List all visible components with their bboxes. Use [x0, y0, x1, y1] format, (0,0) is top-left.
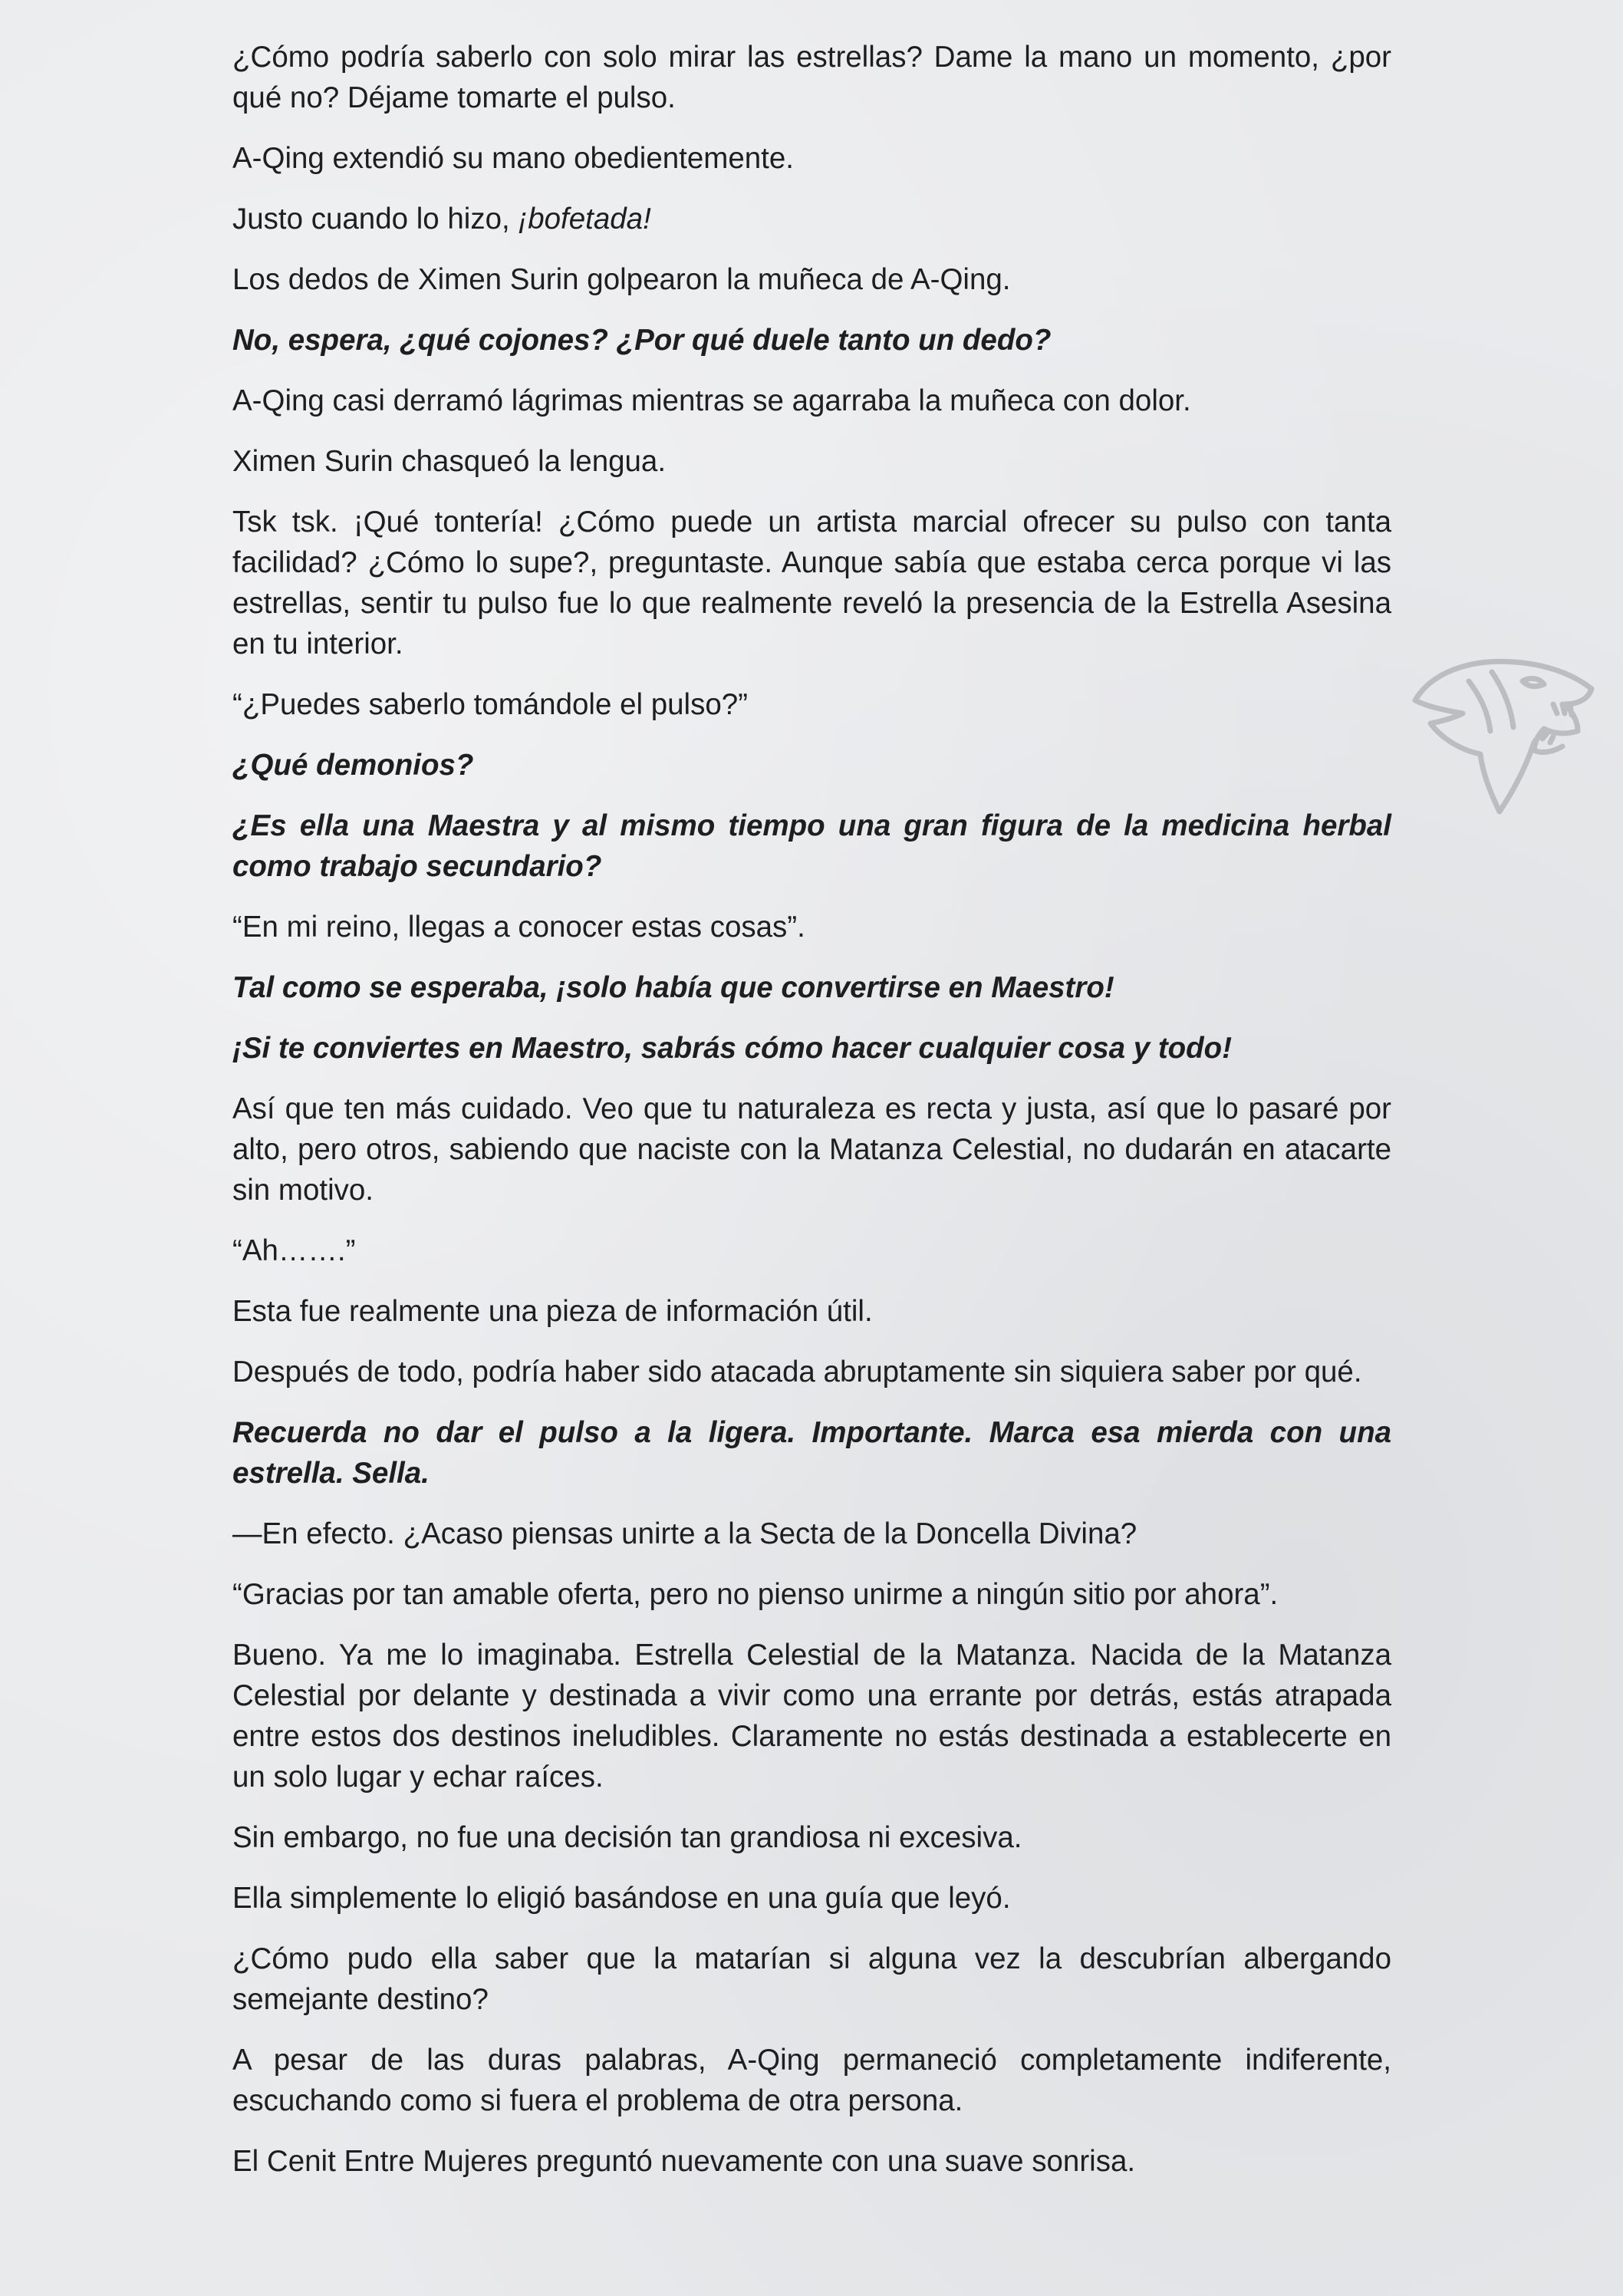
paragraph-3 [232, 199, 1391, 239]
dinosaur-head-logo-icon [1400, 628, 1599, 827]
paragraph-20: —En efecto. ¿Acaso piensas unirte a la Secta de la Doncella Divina? [232, 1517, 1137, 1550]
paragraph-2: A-Qing extendió su mano obedientemente. [232, 142, 794, 175]
paragraph-13-thought: Tal como se esperaba, ¡solo había que convertirse en Maestro! [232, 971, 1114, 1004]
paragraph-5-thought: No, espera, ¿qué cojones? ¿Por qué duele tanto un dedo? [232, 324, 1052, 357]
paragraph-12: “En mi reino, llegas a conocer estas cosas”. [232, 911, 805, 944]
paragraph-19-thought: Recuerda no dar el pulso a la ligera. Importante. Marca esa mierda con una estrella. Sella. [232, 1416, 1391, 1490]
paragraph-21: “Gracias por tan amable oferta, pero no pienso unirme a ningún sitio por ahora”. [232, 1578, 1279, 1611]
paragraph-16: “Ah…….” [232, 1234, 356, 1267]
paragraph-25: ¿Cómo pudo ella saber que la matarían si alguna vez la descubrían albergando semejante destino? [232, 1942, 1391, 2016]
paragraph-4: Los dedos de Ximen Surin golpearon la muñeca de A-Qing. [232, 263, 1011, 296]
paragraph-9: “¿Puedes saberlo tomándole el pulso?” [232, 688, 749, 721]
paragraph-6: A-Qing casi derramó lágrimas mientras se agarraba la muñeca con dolor. [232, 384, 1191, 417]
paragraph-8: Tsk tsk. ¡Qué tontería! ¿Cómo puede un artista marcial ofrecer su pulso con tanta facilidad? ¿Cómo lo supe?, preguntaste. Aunque sabía que estaba cerca porque vi las estrellas, sentir tu pulso fue lo que realmente reveló la presencia de la Estrella Asesina en tu interior. [232, 506, 1391, 660]
paragraph-3-text: Justo cuando lo hizo, [232, 203, 519, 236]
paragraph-3-emphasis: ¡bofetada! [518, 203, 651, 236]
paragraph-11-thought: ¿Es ella una Maestra y al mismo tiempo una gran figura de la medicina herbal como trabajo secundario? [232, 809, 1391, 883]
paragraph-22: Bueno. Ya me lo imaginaba. Estrella Celestial de la Matanza. Nacida de la Matanza Celestial por delante y destinada a vivir como una errante por detrás, estás atrapada entre estos dos destinos ineludibles. Claramente no estás destinada a establecerte en un solo lugar y echar raíces. [232, 1639, 1391, 1794]
paragraph-18: Después de todo, podría haber sido atacada abruptamente sin siquiera saber por qué. [232, 1356, 1362, 1388]
paragraph-17: Esta fue realmente una pieza de información útil. [232, 1295, 873, 1328]
document-body [232, 37, 1391, 2202]
paragraph-14-thought: ¡Si te conviertes en Maestro, sabrás cómo hacer cualquier cosa y todo! [232, 1032, 1233, 1065]
paragraph-10-thought: ¿Qué demonios? [232, 749, 474, 782]
paragraph-24: Ella simplemente lo eligió basándose en una guía que leyó. [232, 1882, 1011, 1915]
paragraph-1: ¿Cómo podría saberlo con solo mirar las estrellas? Dame la mano un momento, ¿por qué no? Déjame tomarte el pulso. [232, 41, 1391, 114]
paragraph-15: Así que ten más cuidado. Veo que tu naturaleza es recta y justa, así que lo pasaré por alto, pero otros, sabiendo que naciste con la Matanza Celestial, no dudarán en atacarte sin motivo. [232, 1092, 1391, 1207]
paragraph-23: Sin embargo, no fue una decisión tan grandiosa ni excesiva. [232, 1821, 1022, 1854]
paragraph-7: Ximen Surin chasqueó la lengua. [232, 445, 667, 478]
paragraph-27: El Cenit Entre Mujeres preguntó nuevamente con una suave sonrisa. [232, 2145, 1136, 2178]
paragraph-26: A pesar de las duras palabras, A-Qing permaneció completamente indiferente, escuchando como si fuera el problema de otra persona. [232, 2044, 1391, 2117]
